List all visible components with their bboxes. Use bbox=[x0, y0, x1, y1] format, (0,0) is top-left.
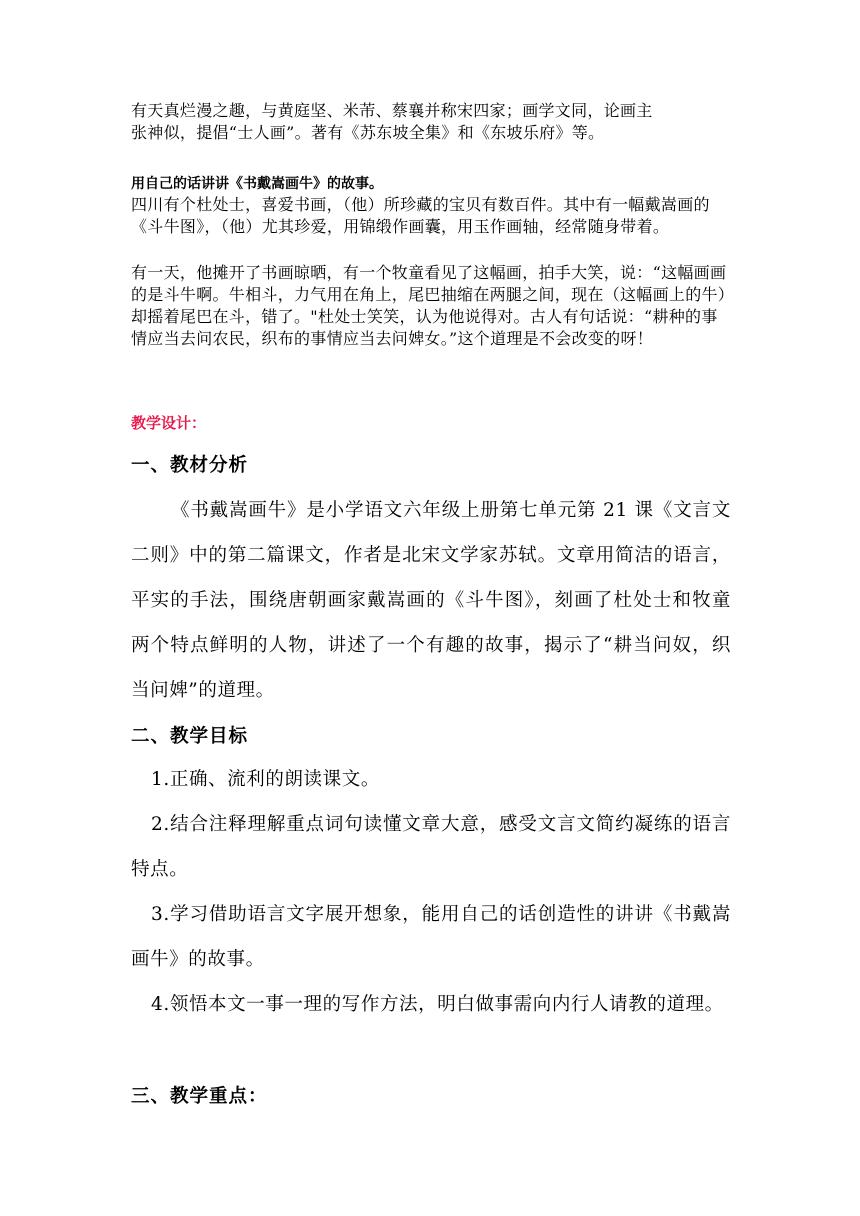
teaching-design-label: 教学设计： bbox=[131, 414, 207, 432]
story-para-2-text: 有一天，他摊开了书画晾晒，有一个牧童看见了这幅画，拍手大笑，说：“这幅画画的是斗牛啊。牛相斗，力气用在角上，尾巴抽缩在两腿之间，现在（这幅画上的牛）却摇着尾巴在斗，错了。"杜处士笑笑，认为他说得对。古人有句话说：“耕种的事情应当去问农民，织布的事情应当去问婢女。”这个道理是不会改变的呀！ bbox=[131, 263, 727, 348]
story-paragraph-1 bbox=[131, 194, 731, 238]
goal-item: 3.学习借助语言文字展开想象，能用自己的话创造性的讲讲《书戴嵩画牛》的故事。 bbox=[131, 904, 731, 970]
section-1-paragraph: 《书戴嵩画牛》是小学语文六年级上册第七单元第 21 课《文言文二则》中的第二篇课文，作者是北宋文学家苏轼。文章用简洁的语言，平实的手法，围绕唐朝画家戴嵩画的《斗牛图》，刻画了杜处士和牧童两个特点鲜明的人物，讲述了一个有趣的故事，揭示了“耕当问奴，织当问婢”的道理。 bbox=[131, 500, 731, 701]
intro-line-1: 有天真烂漫之趣，与黄庭坚、米芾、蔡襄并称宋四家；画学文同，论画主 bbox=[131, 101, 653, 120]
intro-line-2: 张神似，提倡“士人画”。著有《苏东坡全集》和《东坡乐府》等。 bbox=[131, 123, 605, 142]
story-para-1-text: 四川有个杜处士，喜爱书画，（他）所珍藏的宝贝有数百件。其中有一幅戴嵩画的《斗牛图》，（他）尤其珍爱，用锦缎作画囊，用玉作画轴，经常随身带着。 bbox=[131, 195, 710, 236]
goal-item: 2.结合注释理解重点词句读懂文章大意，感受文言文简约凝练的语言特点。 bbox=[131, 814, 731, 880]
story-paragraph-2 bbox=[131, 262, 731, 350]
intro-paragraph bbox=[131, 100, 731, 144]
goal-item: 1.正确、流利的朗读课文。 bbox=[151, 769, 380, 790]
section-3-heading: 三、教学重点： bbox=[131, 1086, 268, 1107]
section-2-heading: 二、教学目标 bbox=[131, 726, 249, 747]
section-1-heading: 一、教材分析 bbox=[131, 455, 249, 476]
goal-item: 4.领悟本文一事一理的写作方法，明白做事需向内行人请教的道理。 bbox=[151, 994, 724, 1015]
section-2-goals bbox=[131, 757, 731, 1027]
story-title: 用自己的话讲讲《书戴嵩画牛》的故事。 bbox=[131, 176, 383, 192]
section-1-body bbox=[131, 488, 731, 713]
